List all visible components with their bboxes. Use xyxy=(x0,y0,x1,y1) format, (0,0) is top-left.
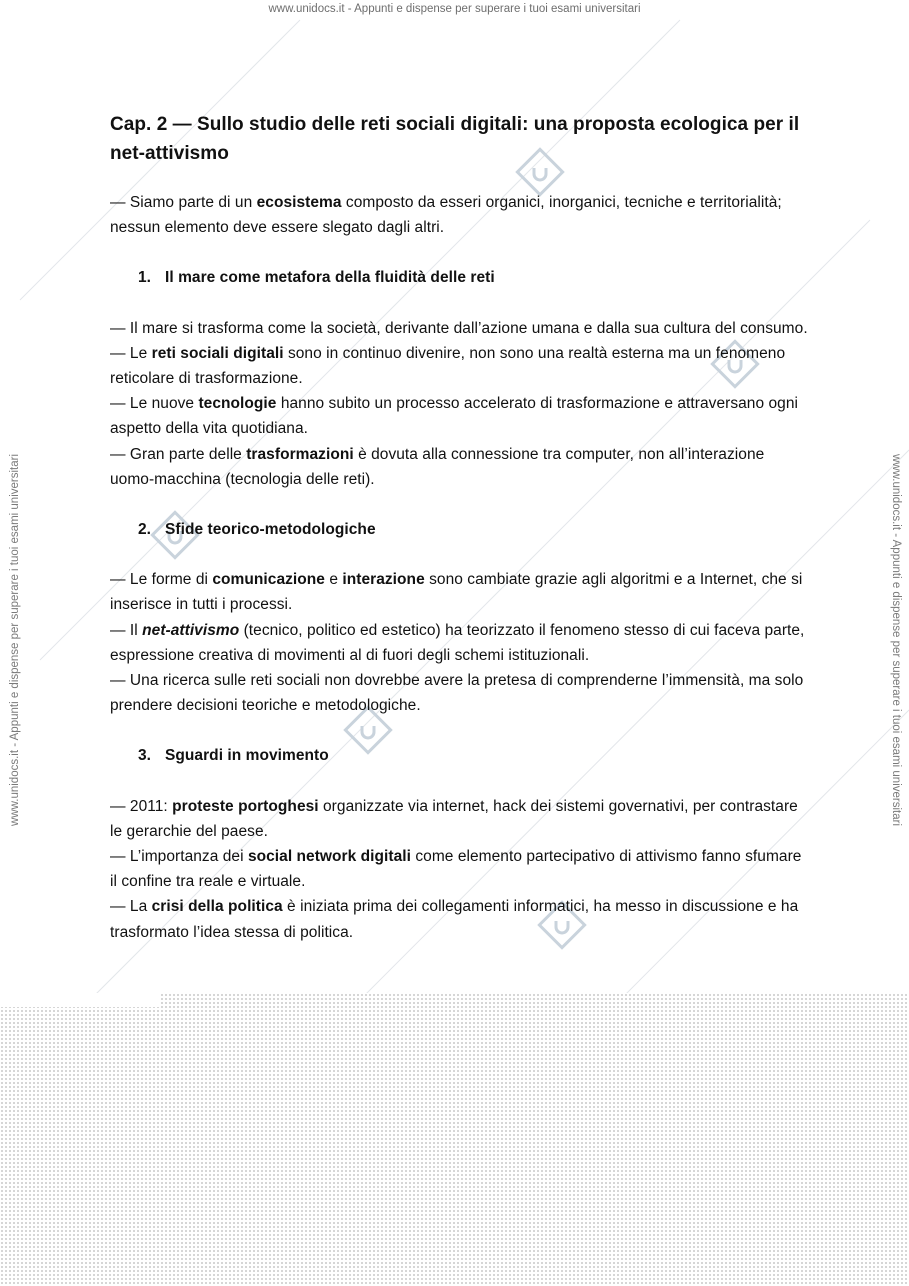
right-side-watermark-banner: www.unidocs.it - Appunti e dispense per superare i tuoi esami universitari xyxy=(890,453,902,827)
list-item xyxy=(110,442,810,492)
header-watermark-banner: www.unidocs.it - Appunti e dispense per superare i tuoi esami universitari xyxy=(268,3,641,15)
list-item xyxy=(110,894,810,944)
emphasis-text: interazione xyxy=(342,571,425,589)
emphasis-text: tecnologie xyxy=(198,395,277,413)
section-heading-text: Il mare come metafora della fluidità delle reti xyxy=(165,269,495,287)
text-run: e xyxy=(324,571,343,589)
text-run: composto da esseri organici, inorganici, tecniche e territorialità; nessun elemento deve essere slegato dagli altri. xyxy=(110,194,782,237)
section-heading xyxy=(138,517,810,542)
text-run: — L’importanza dei xyxy=(110,848,248,866)
dotted-background-area xyxy=(0,993,909,1286)
section-heading xyxy=(138,743,810,768)
text-run: — Gran parte delle xyxy=(110,445,247,463)
dotted-area-notch xyxy=(0,993,160,1007)
section-number: 2. xyxy=(138,521,152,539)
text-run: — La xyxy=(110,898,152,916)
text-run: come elemento partecipativo di attivismo fanno sfumare il confine tra reale e virtuale. xyxy=(110,848,802,891)
list-item xyxy=(110,341,810,391)
emphasis-text: trasformazioni xyxy=(246,445,354,463)
section-heading xyxy=(138,265,810,290)
emphasis-text: social network digitali xyxy=(247,848,412,866)
text-run: (tecnico, politico ed estetico) ha teorizzato il fenomeno stesso di cui faceva parte, espressione creativa di movimenti al di fuori degli schemi istituzionali. xyxy=(110,621,805,664)
text-run: hanno subito un processo accelerato di trasformazione e attraversano ogni aspetto della vita quotidiana. xyxy=(110,395,799,438)
text-run: organizzate via internet, hack dei sistemi governativi, per contrastare le gerarchie del paese. xyxy=(110,797,798,840)
section-paragraphs xyxy=(110,567,810,718)
list-item xyxy=(110,668,810,718)
text-run: — 2011: xyxy=(110,797,173,815)
emphasis-text: proteste portoghesi xyxy=(172,797,319,815)
text-run: — Siamo parte di un xyxy=(110,194,257,211)
sections-container xyxy=(110,265,810,944)
list-item xyxy=(110,844,810,894)
text-run: — Le xyxy=(110,344,152,362)
text-run: — Una ricerca sulle reti sociali non dovrebbe avere la pretesa di comprenderne l’immensità, ma solo prendere decisioni teoriche e metodologiche. xyxy=(110,672,804,715)
section-heading-text: Sfide teorico-metodologiche xyxy=(165,521,376,539)
text-run: — Il xyxy=(110,621,143,639)
left-side-watermark-banner: www.unidocs.it - Appunti e dispense per superare i tuoi esami universitari xyxy=(9,453,21,827)
list-item xyxy=(110,794,810,844)
page-title: Cap. 2 — Sullo studio delle reti sociali digitali: una proposta ecologica per il net-attivismo xyxy=(110,114,800,164)
emphasis-text xyxy=(142,622,239,639)
text-run: — Le nuove xyxy=(110,395,199,413)
section-paragraphs xyxy=(110,794,810,945)
document-body xyxy=(110,110,810,945)
list-item xyxy=(110,618,810,668)
section-number: 3. xyxy=(138,747,152,765)
text-run: sono cambiate grazie agli algoritmi e a Internet, che si inserisce in tutti i processi. xyxy=(110,571,803,614)
section-heading-text: Sguardi in movimento xyxy=(165,747,329,765)
intro-paragraph xyxy=(110,190,810,240)
emphasis-text: net-attivismo xyxy=(142,621,240,639)
section-number: 1. xyxy=(138,269,152,287)
list-item xyxy=(110,567,810,617)
text-run: — Le forme di xyxy=(110,571,213,589)
emphasis-text: ecosistema xyxy=(256,194,342,211)
section-paragraphs xyxy=(110,316,810,492)
emphasis-text: reti sociali digitali xyxy=(151,344,284,362)
emphasis-text: comunicazione xyxy=(212,571,325,589)
list-item xyxy=(110,391,810,441)
list-item xyxy=(110,316,810,341)
text-run: è iniziata prima dei collegamenti informatici, ha messo in discussione e ha trasformato l’idea stessa di politica. xyxy=(110,898,799,941)
text-run: è dovuta alla connessione tra computer, non all’interazione uomo-macchina (tecnologia delle reti). xyxy=(110,445,765,488)
text-run: — Il mare si trasforma come la società, derivante dall’azione umana e dalla sua cultura del consumo. xyxy=(110,319,808,337)
text-run: sono in continuo divenire, non sono una realtà esterna ma un fenomeno reticolare di trasformazione. xyxy=(110,344,786,388)
emphasis-text: crisi della politica xyxy=(151,898,283,916)
